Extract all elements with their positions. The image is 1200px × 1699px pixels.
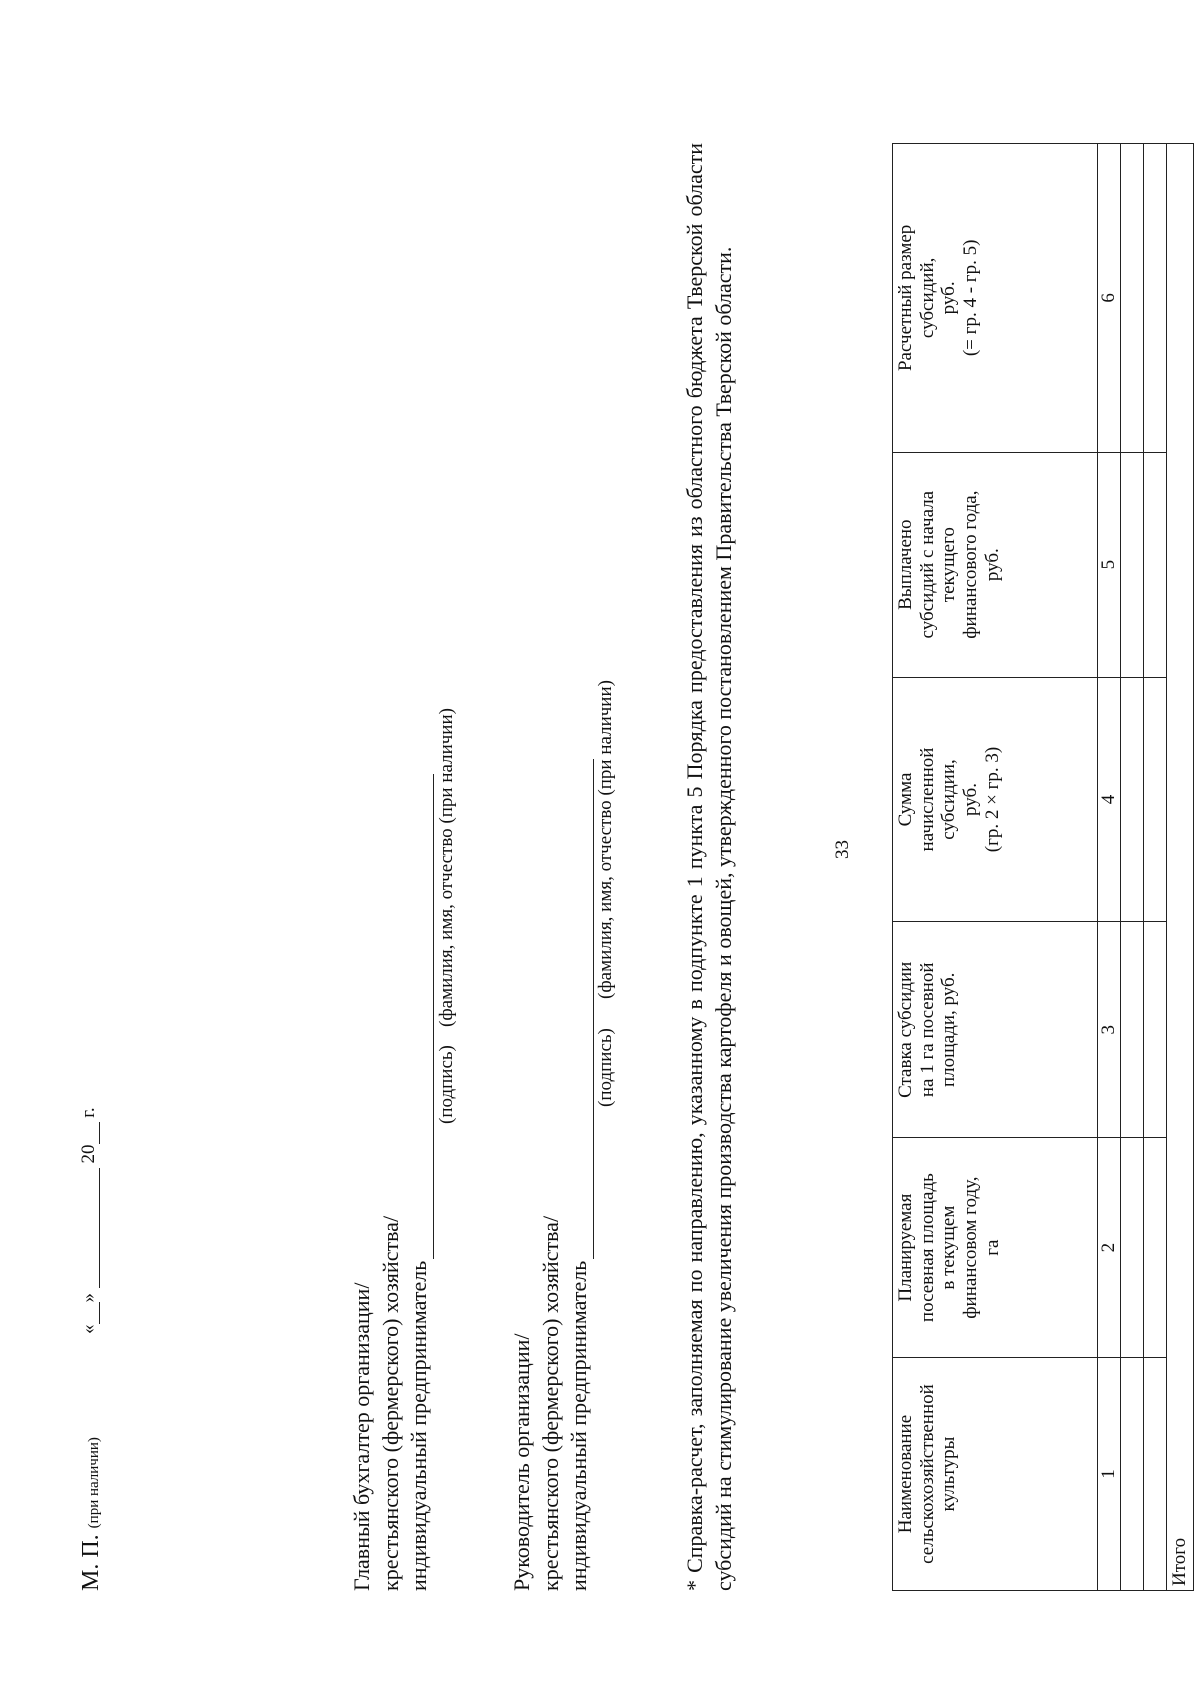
- header-crop-name: Наименование сельскохозяйственной культуры: [893, 1358, 1098, 1591]
- accountant-signature-field[interactable]: [411, 774, 434, 1259]
- stamp-note: (при наличии): [86, 1437, 102, 1529]
- accountant-title-line1: Главный бухгалтер организации/: [349, 1282, 374, 1591]
- header-paid-since-start: Выплачено субсидий с начала текущего финансового года, руб.: [893, 452, 1098, 677]
- subsidy-calculation-table: [892, 143, 1194, 1591]
- date-month-field[interactable]: [81, 1168, 100, 1288]
- head-title-line3: индивидуальный предприниматель: [566, 1260, 592, 1591]
- table-cell[interactable]: [1120, 677, 1143, 922]
- footnote: * Справка-расчет, заполняемая по направлению, указанному в подпункте 1 пункта 5 Порядка предоставления из областного бюджета Тверской области субсидий на стимулирование увеличения производства картофеля и овощей, утвержденного постановлением Правительства Тверской области.: [682, 143, 737, 1591]
- table-cell[interactable]: [1143, 922, 1166, 1138]
- accountant-caption-name: (фамилия, имя, отчество (при наличии): [436, 708, 457, 1027]
- column-number-row: [1098, 144, 1121, 1591]
- stamp-label: [78, 1437, 105, 1591]
- table-cell[interactable]: [1120, 1358, 1143, 1591]
- date-year-field[interactable]: [81, 1123, 100, 1145]
- head-signature-field[interactable]: [571, 759, 594, 1259]
- table-cell[interactable]: [1143, 144, 1166, 453]
- header-accrued-sum: Сумма начисленной субсидии, руб. (гр. 2 × гр. 3): [893, 677, 1098, 922]
- column-number: 3: [1098, 922, 1121, 1138]
- column-number: 5: [1098, 452, 1121, 677]
- total-label: Итого: [1166, 144, 1193, 1591]
- column-number: 1: [1098, 1358, 1121, 1591]
- column-number: 2: [1098, 1138, 1121, 1358]
- accountant-title-line2: крестьянского (фермерского) хозяйства/: [377, 1215, 403, 1591]
- date-quote-open: «: [78, 1324, 99, 1334]
- date-year-prefix: 20: [78, 1144, 99, 1164]
- table-cell[interactable]: [1120, 144, 1143, 453]
- header-planned-area: Планируемая посевная площадь в текущем финансовом году, га: [893, 1138, 1098, 1358]
- date-day-field[interactable]: [81, 1303, 100, 1325]
- table-cell[interactable]: [1143, 1358, 1166, 1591]
- table-cell[interactable]: [1143, 1138, 1166, 1358]
- head-caption-name: (фамилия, имя, отчество (при наличии): [595, 680, 616, 999]
- head-caption-sign: (подпись): [595, 1028, 616, 1107]
- table-cell[interactable]: [1143, 452, 1166, 677]
- table-row: [1120, 144, 1143, 1591]
- head-signature-block: [508, 759, 594, 1591]
- date-quote-close: »: [78, 1293, 99, 1303]
- accountant-title-line3: индивидуальный предприниматель: [406, 1260, 432, 1591]
- column-number: 6: [1098, 144, 1121, 453]
- table-header-row: [893, 144, 1098, 1591]
- date-line: [78, 1107, 100, 1334]
- accountant-signature-block: [348, 774, 434, 1591]
- table-row: [1143, 144, 1166, 1591]
- date-year-suffix: г.: [78, 1107, 99, 1118]
- header-calculated-subsidy: Расчетный размер субсидий, руб. (= гр. 4 - гр. 5): [893, 144, 1098, 453]
- column-number: 4: [1098, 677, 1121, 922]
- head-title-line1: Руководитель организации/: [509, 1333, 534, 1591]
- table-cell[interactable]: [1120, 922, 1143, 1138]
- head-title-line2: крестьянского (фермерского) хозяйства/: [537, 1215, 563, 1591]
- page-number: 33: [832, 840, 853, 859]
- total-row: [1166, 144, 1193, 1591]
- table-cell[interactable]: [1120, 452, 1143, 677]
- stamp-mp: М. П.: [78, 1534, 104, 1591]
- table-cell[interactable]: [1143, 677, 1166, 922]
- header-subsidy-rate: Ставка субсидии на 1 га посевной площади, руб.: [893, 922, 1098, 1138]
- table-cell[interactable]: [1120, 1138, 1143, 1358]
- accountant-caption-sign: (подпись): [436, 1045, 457, 1124]
